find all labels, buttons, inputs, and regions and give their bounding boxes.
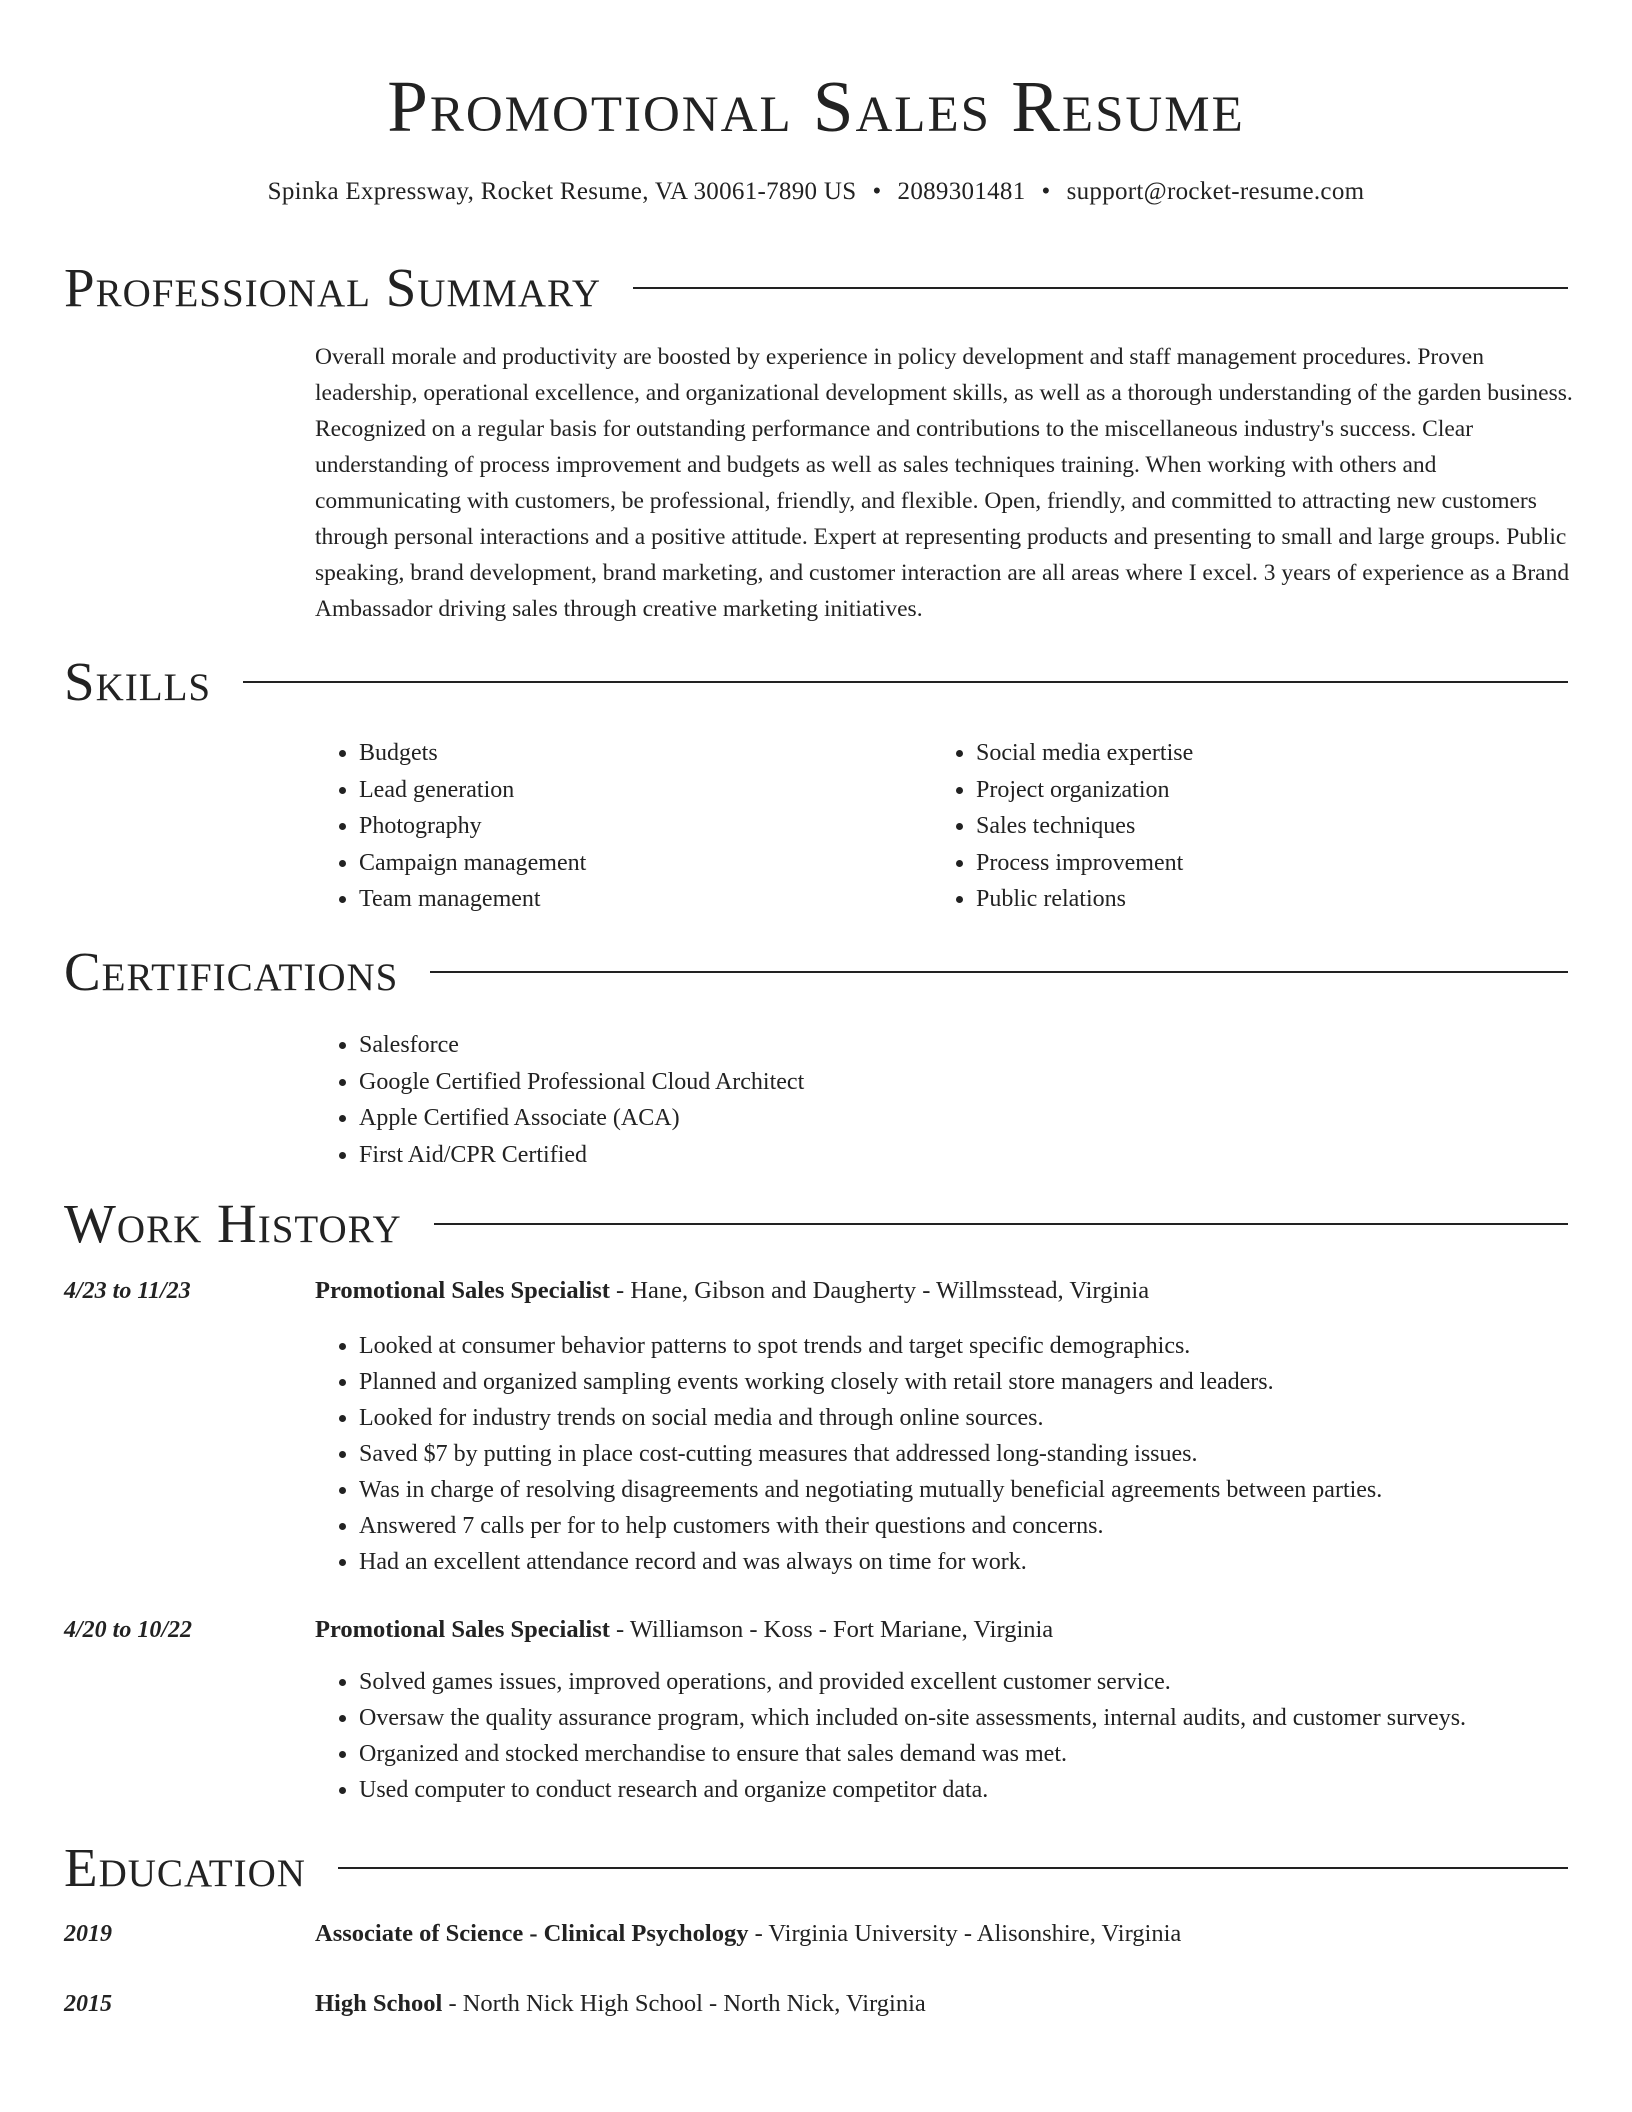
resume-name: Promotional Sales Resume [387,66,1245,147]
job-bullet: • Solved games issues, improved operations, and provided excellent customer service. [359,1664,1632,1700]
summary-text: Overall morale and productivity are boosted by experience in policy development and staff management procedures. Proven leadership, operational excellence, and organizational development skills, as well as a thorough understanding of the garden business. Recognized on a regular basis for outstanding performance and contributions to the miscellaneous industry's success. Clear understanding of process improvement and budgets as well as sales techniques training. When working with others and communicating with customers, be professional, friendly, and flexible. Open, friendly, and committed to attracting new customers through personal interactions and a positive attitude. Expert at representing products and presenting to small and large groups. Public speaking, brand development, brand marketing, and customer interaction are all areas where I excel. 3 years of experience as a Brand Ambassador driving sales through creative marketing initiatives. [315,344,1573,622]
certifications-list [315,1027,1259,1173]
section-divider [430,971,1568,973]
skill-item: • Campaign management [359,845,919,882]
skill-item: • Process improvement [976,845,1536,882]
education-school-location: - Virginia University - Alisonshire, Virginia [748,1920,1182,1947]
section-title-work-history: Work History [64,1193,402,1254]
section-divider [338,1867,1568,1869]
certification-item: • Apple Certified Associate (ACA) [359,1100,1259,1137]
contact-line [0,177,1632,207]
section-header-skills [64,650,1568,714]
section-title-skills: Skills [64,651,212,712]
contact-address: Spinka Expressway, Rocket Resume, VA 30061-7890 US [267,178,857,205]
skill-item: • Budgets [359,735,919,772]
job-bullet: • Organized and stocked merchandise to ensure that sales demand was met. [359,1736,1632,1772]
section-title-summary: Professional Summary [64,257,602,318]
section-divider [243,681,1568,683]
education-year: 2019 [64,1921,112,1947]
section-header-certifications [64,940,1568,1004]
contact-separator: • [872,178,882,205]
job-employer-location: - Hane, Gibson and Daugherty - Willmsstead, Virginia [609,1277,1150,1304]
skill-item: • Project organization [976,772,1536,809]
contact-email: support@rocket-resume.com [1066,178,1365,205]
job-heading [315,1275,1149,1307]
job-heading [315,1614,1053,1646]
education-school-location: - North Nick High School - North Nick, Virginia [442,1990,926,2017]
section-divider [633,287,1568,289]
section-divider [434,1223,1568,1225]
job-bullet: • Oversaw the quality assurance program, which included on-site assessments, internal audits, and customer surveys. [359,1700,1632,1736]
section-title-certifications: Certifications [64,941,399,1002]
certification-item: • First Aid/CPR Certified [359,1137,1259,1174]
contact-phone: 2089301481 [897,178,1026,205]
section-title-education: Education [64,1837,306,1898]
skill-item: • Social media expertise [976,735,1536,772]
job-dates: 4/23 to 11/23 [64,1278,191,1304]
job-bullet-list [315,1328,1632,1580]
job-bullet: • Was in charge of resolving disagreements and negotiating mutually beneficial agreements between parties. [359,1472,1632,1508]
job-bullet: • Saved $7 by putting in place cost-cutting measures that addressed long-standing issues. [359,1436,1632,1472]
skill-item: • Lead generation [359,772,919,809]
section-header-summary [64,256,1568,320]
job-bullet: • Looked at consumer behavior patterns to spot trends and target specific demographics. [359,1328,1632,1364]
skill-item: • Public relations [976,881,1536,918]
job-bullet: • Looked for industry trends on social media and through online sources. [359,1400,1632,1436]
education-degree: High School [315,1990,443,2017]
job-bullet-list [315,1664,1632,1808]
skill-item: • Sales techniques [976,808,1536,845]
job-title: Promotional Sales Specialist [315,1616,610,1643]
certification-item: • Google Certified Professional Cloud Architect [359,1064,1259,1101]
job-bullet: • Used computer to conduct research and organize competitor data. [359,1772,1632,1808]
job-title: Promotional Sales Specialist [315,1277,610,1304]
skills-list-left [315,735,919,918]
job-employer-location: - Williamson - Koss - Fort Mariane, Virginia [609,1616,1054,1643]
contact-separator: • [1041,178,1051,205]
certification-item: • Salesforce [359,1027,1259,1064]
section-header-education [64,1836,1568,1900]
job-bullet: • Answered 7 calls per for to help customers with their questions and concerns. [359,1508,1632,1544]
section-header-work-history [64,1192,1568,1256]
education-year: 2015 [64,1991,112,2017]
education-entry [315,1988,926,2020]
job-bullet: • Had an excellent attendance record and was always on time for work. [359,1544,1632,1580]
job-dates: 4/20 to 10/22 [64,1617,193,1643]
education-degree: Associate of Science - Clinical Psychology [315,1920,749,1947]
skills-list-right [932,735,1536,918]
skill-item: • Photography [359,808,919,845]
skill-item: • Team management [359,881,919,918]
education-entry [315,1918,1181,1950]
job-bullet: • Planned and organized sampling events working closely with retail store managers and leaders. [359,1364,1632,1400]
